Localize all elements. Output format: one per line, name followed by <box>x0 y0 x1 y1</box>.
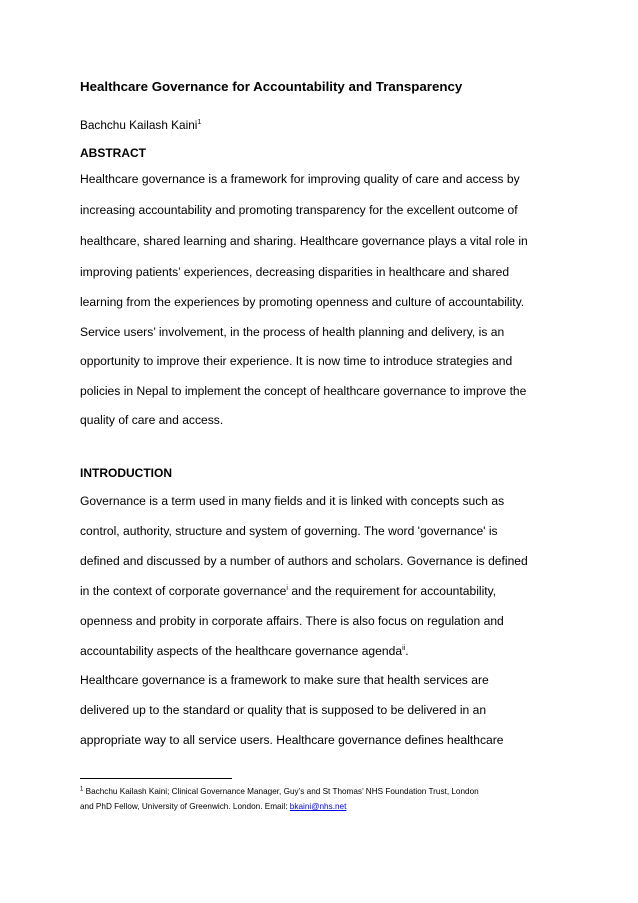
footnote-email-link[interactable]: bkaini@nhs.net <box>289 802 347 811</box>
author-line <box>80 118 201 132</box>
footnote-line: and PhD Fellow, University of Greenwich. London. Email: bkaini@nhs.net <box>80 802 347 811</box>
paper-title: Healthcare Governance for Accountability and Transparency <box>80 79 463 94</box>
footnote-divider <box>80 778 232 779</box>
abstract-line: improving patients’ experiences, decreasing disparities in healthcare and shared <box>80 265 510 279</box>
abstract-line: increasing accountability and promoting transparency for the excellent outcome of <box>80 203 518 217</box>
author-footnote-marker: 1 <box>197 119 202 127</box>
abstract-line: policies in Nepal to implement the concept of healthcare governance to improve the <box>80 384 527 398</box>
abstract-line: quality of care and access. <box>80 413 224 427</box>
abstract-heading: ABSTRACT <box>80 146 146 160</box>
introduction-line: control, authority, structure and system of governing. The word 'governance' is <box>80 524 498 538</box>
introduction-line: openness and probity in corporate affairs. There is also focus on regulation and <box>80 614 504 628</box>
footnote-marker: 1 <box>80 786 84 793</box>
introduction-line: defined and discussed by a number of authors and scholars. Governance is defined <box>80 554 528 568</box>
introduction-line: in the context of corporate governance$^i$ and the requirement for accountability, <box>80 584 497 598</box>
footnote-line: $^1$ Bachchu Kailash Kaini; Clinical Governance Manager, Guy’s and St Thomas’ NHS Foundation Trust, London <box>80 786 479 796</box>
introduction-line: Governance is a term used in many fields and it is linked with concepts such as <box>80 494 505 508</box>
abstract-line: Healthcare governance is a framework for improving quality of care and access by <box>80 172 520 186</box>
introduction-heading: INTRODUCTION <box>80 466 172 480</box>
abstract-line: Service users’ involvement, in the process of health planning and delivery, is an <box>80 325 505 339</box>
introduction-line: accountability aspects of the healthcare governance agenda$^{ii}$. <box>80 644 409 658</box>
author-name: Bachchu Kailash Kaini <box>80 118 198 132</box>
introduction-line: Healthcare governance is a framework to make sure that health services are <box>80 673 489 687</box>
introduction-line: appropriate way to all service users. Healthcare governance defines healthcare <box>80 733 504 747</box>
endnote-marker: ii <box>402 644 406 652</box>
abstract-line: healthcare, shared learning and sharing. Healthcare governance plays a vital role in <box>80 234 528 248</box>
abstract-line: learning from the experiences by promoting openness and culture of accountability. <box>80 295 525 309</box>
introduction-line: delivered up to the standard or quality that is supposed to be delivered in an <box>80 703 487 717</box>
endnote-marker: i <box>286 584 288 592</box>
abstract-line: opportunity to improve their experience. It is now time to introduce strategies and <box>80 354 513 368</box>
